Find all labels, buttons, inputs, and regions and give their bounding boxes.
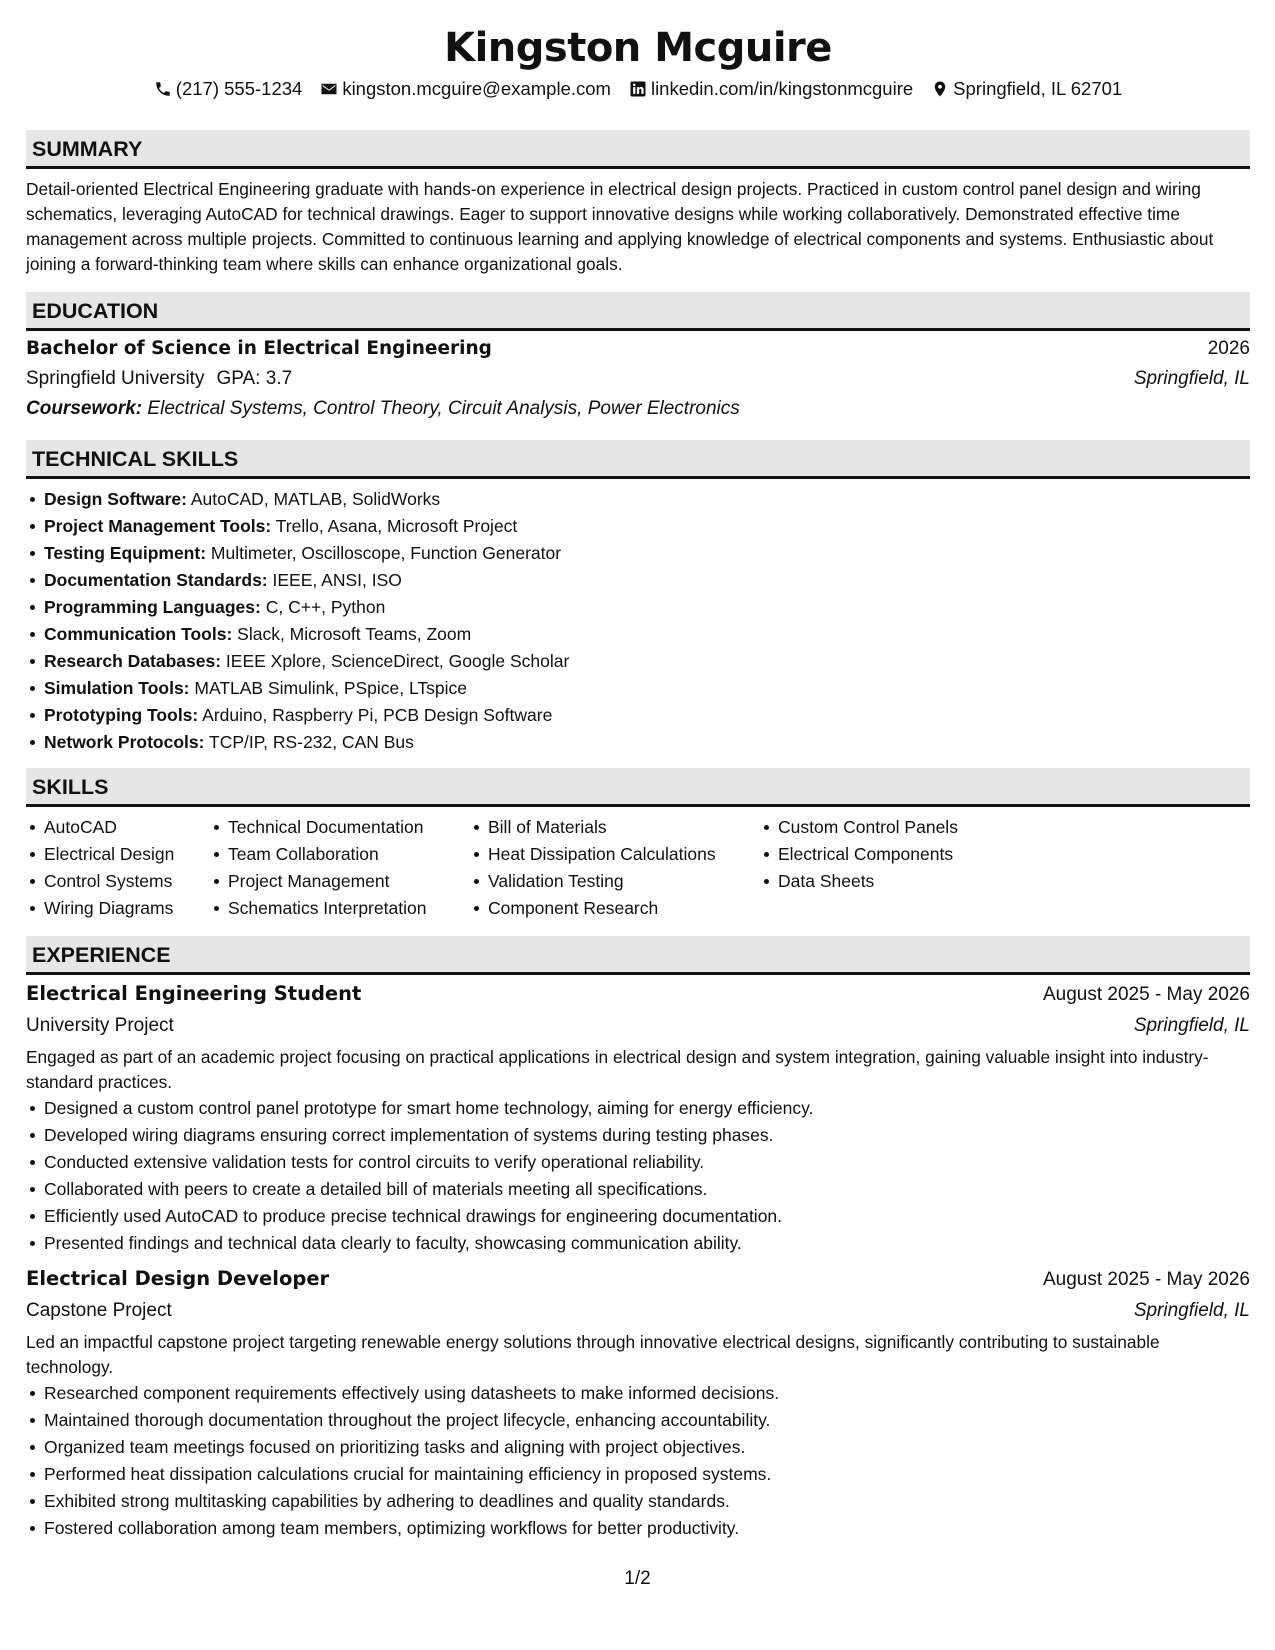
list-item: Schematics Interpretation xyxy=(210,895,470,922)
list-item xyxy=(26,513,1250,540)
job-description: Engaged as part of an academic project focusing on practical applications in electrical design and system integration, gaining valuable insight into industry-standard practices. xyxy=(26,1047,1209,1092)
tech-skill-value: TCP/IP, RS-232, CAN Bus xyxy=(209,732,414,752)
contact-location-text: Springfield, IL 62701 xyxy=(953,78,1123,99)
list-item: Project Management xyxy=(210,868,470,895)
list-item: Presented findings and technical data clearly to faculty, showcasing communication ability. xyxy=(26,1230,1250,1257)
summary-section xyxy=(26,130,1250,277)
tech-skill-label: Research Databases: xyxy=(44,651,222,671)
contact-email-text[interactable]: kingston.mcguire@example.com xyxy=(342,78,611,99)
contact-email[interactable] xyxy=(320,76,611,102)
list-item: Bill of Materials xyxy=(470,814,760,841)
education-section xyxy=(26,292,1250,424)
education-coursework xyxy=(26,394,1250,424)
tech-skill-label: Design Software: xyxy=(44,489,187,509)
list-item: Electrical Components xyxy=(760,841,1020,868)
job-org: Capstone Project xyxy=(26,1300,172,1321)
list-item: Efficiently used AutoCAD to produce precise technical drawings for engineering documentation. xyxy=(26,1203,1250,1230)
list-item: Researched component requirements effectively using datasheets to make informed decisions. xyxy=(26,1380,1250,1407)
list-item: Technical Documentation xyxy=(210,814,470,841)
list-item: Designed a custom control panel prototype for smart home technology, aiming for energy efficiency. xyxy=(26,1095,1250,1122)
list-item: Custom Control Panels xyxy=(760,814,1020,841)
coursework-label: Coursework: xyxy=(26,398,143,419)
tech-skill-label: Prototyping Tools: xyxy=(44,705,199,725)
education-heading: EDUCATION xyxy=(26,292,1250,331)
skills-section xyxy=(26,768,1250,922)
list-item: Control Systems xyxy=(26,868,210,895)
job-location: Springfield, IL xyxy=(1133,1300,1250,1321)
tech-skill-value: Slack, Microsoft Teams, Zoom xyxy=(237,624,472,644)
tech-skill-value: MATLAB Simulink, PSpice, LTspice xyxy=(194,678,468,698)
list-item xyxy=(26,702,1250,729)
list-item: Exhibited strong multitasking capabilities by adhering to deadlines and quality standards. xyxy=(26,1488,1250,1515)
tech-skill-value: IEEE, ANSI, ISO xyxy=(272,570,402,590)
list-item: Electrical Design xyxy=(26,841,210,868)
list-item xyxy=(26,594,1250,621)
list-item: Maintained thorough documentation throughout the project lifecycle, enhancing accountability. xyxy=(26,1407,1250,1434)
list-item xyxy=(26,675,1250,702)
skills-column-1 xyxy=(26,814,210,922)
job-title: Electrical Design Developer xyxy=(26,1267,330,1290)
job-title: Electrical Engineering Student xyxy=(26,982,362,1005)
list-item: Performed heat dissipation calculations crucial for maintaining efficiency in proposed systems. xyxy=(26,1461,1250,1488)
contact-linkedin[interactable] xyxy=(629,76,913,102)
education-degree: Bachelor of Science in Electrical Engineering xyxy=(26,338,492,359)
list-item xyxy=(26,729,1250,756)
job-dates: August 2025 - May 2026 xyxy=(1042,984,1250,1005)
list-item: Team Collaboration xyxy=(210,841,470,868)
list-item: Heat Dissipation Calculations xyxy=(470,841,760,868)
page-number: 1/2 xyxy=(624,1568,651,1589)
list-item xyxy=(26,648,1250,675)
skills-column-3 xyxy=(470,814,760,922)
tech-skill-value: IEEE Xplore, ScienceDirect, Google Scholar xyxy=(225,651,570,671)
experience-heading: EXPERIENCE xyxy=(26,936,1250,975)
tech-skill-value: C, C++, Python xyxy=(265,597,386,617)
coursework-list: Electrical Systems, Control Theory, Circuit Analysis, Power Electronics xyxy=(147,398,740,419)
phone-icon xyxy=(154,80,172,98)
list-item xyxy=(26,540,1250,567)
list-item: Conducted extensive validation tests for control circuits to verify operational reliability. xyxy=(26,1149,1250,1176)
technical-skills-list xyxy=(26,486,1250,756)
list-item: Wiring Diagrams xyxy=(26,895,210,922)
tech-skill-label: Programming Languages: xyxy=(44,597,261,617)
contact-phone-text: (217) 555-1234 xyxy=(175,78,303,99)
summary-text: Detail-oriented Electrical Engineering graduate with hands-on experience in electrical design projects. Practiced in custom control panel design and wiring schematics, leveraging AutoCAD for technical drawings. Eager to support innovative designs while working collaboratively. Demonstrated effective time management across multiple projects. Committed to continuous learning and applying knowledge of electrical components and systems. Enthusiastic about joining a forward-thinking team where skills can enhance organizational goals. xyxy=(26,179,1214,274)
contact-location xyxy=(931,76,1122,102)
linkedin-icon xyxy=(629,80,647,98)
tech-skill-value: AutoCAD, MATLAB, SolidWorks xyxy=(190,489,441,509)
map-pin-icon xyxy=(931,80,949,98)
tech-skill-label: Testing Equipment: xyxy=(44,543,207,563)
job-org: University Project xyxy=(26,1015,174,1036)
contact-linkedin-text[interactable]: linkedin.com/in/kingstonmcguire xyxy=(650,78,914,99)
job-entry-2 xyxy=(26,1263,1250,1542)
tech-skill-value: Multimeter, Oscilloscope, Function Generator xyxy=(210,543,562,563)
technical-skills-heading: TECHNICAL SKILLS xyxy=(26,440,1250,479)
job-location: Springfield, IL xyxy=(1133,1015,1250,1036)
job-bullets xyxy=(26,1380,1250,1542)
skills-column-2 xyxy=(210,814,470,922)
education-gpa: GPA: 3.7 xyxy=(216,368,293,389)
list-item: Organized team meetings focused on prioritizing tasks and aligning with project objectives. xyxy=(26,1434,1250,1461)
resume-page xyxy=(26,22,1250,1542)
education-year: 2026 xyxy=(1207,338,1250,359)
list-item: Data Sheets xyxy=(760,868,1020,895)
job-dates: August 2025 - May 2026 xyxy=(1042,1269,1250,1290)
envelope-icon xyxy=(320,80,338,98)
technical-skills-section xyxy=(26,440,1250,756)
tech-skill-label: Documentation Standards: xyxy=(44,570,268,590)
skills-grid xyxy=(26,814,1250,922)
list-item: Validation Testing xyxy=(470,868,760,895)
list-item: Collaborated with peers to create a detailed bill of materials meeting all specifications. xyxy=(26,1176,1250,1203)
job-bullets xyxy=(26,1095,1250,1257)
list-item: Component Research xyxy=(470,895,760,922)
tech-skill-label: Network Protocols: xyxy=(44,732,205,752)
skills-heading: SKILLS xyxy=(26,768,1250,807)
tech-skill-value: Trello, Asana, Microsoft Project xyxy=(275,516,518,536)
experience-section xyxy=(26,936,1250,1542)
education-location: Springfield, IL xyxy=(1133,368,1250,389)
list-item xyxy=(26,486,1250,513)
list-item: AutoCAD xyxy=(26,814,210,841)
contact-phone xyxy=(154,76,303,102)
education-school: Springfield University xyxy=(26,368,205,389)
list-item xyxy=(26,567,1250,594)
job-entry-1 xyxy=(26,978,1250,1257)
skills-column-4 xyxy=(760,814,1020,922)
tech-skill-label: Communication Tools: xyxy=(44,624,233,644)
list-item: Developed wiring diagrams ensuring correct implementation of systems during testing phases. xyxy=(26,1122,1250,1149)
summary-heading: SUMMARY xyxy=(26,130,1250,169)
candidate-name: Kingston Mcguire xyxy=(444,25,832,71)
tech-skill-label: Simulation Tools: xyxy=(44,678,190,698)
list-item xyxy=(26,621,1250,648)
contact-bar xyxy=(26,76,1250,102)
list-item: Fostered collaboration among team members, optimizing workflows for better productivity. xyxy=(26,1515,1250,1542)
tech-skill-label: Project Management Tools: xyxy=(44,516,272,536)
job-description: Led an impactful capstone project targeting renewable energy solutions through innovative electrical designs, significantly contributing to sustainable technology. xyxy=(26,1332,1160,1377)
tech-skill-value: Arduino, Raspberry Pi, PCB Design Software xyxy=(202,705,553,725)
